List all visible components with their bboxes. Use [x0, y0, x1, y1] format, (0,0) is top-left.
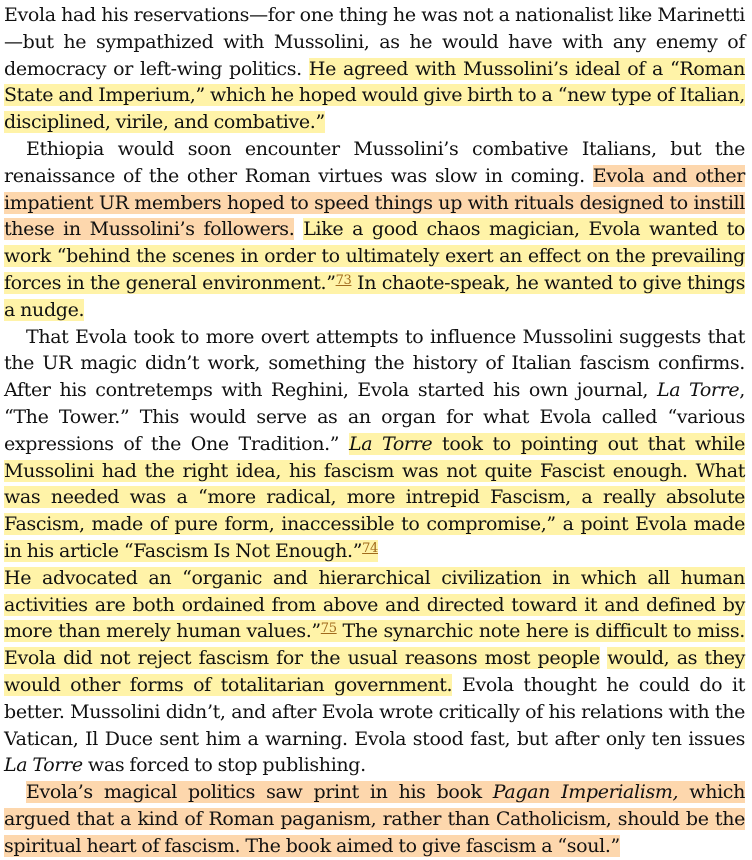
- footnote-link-75[interactable]: 75: [320, 621, 337, 637]
- journal-title: La Torre: [348, 432, 433, 455]
- paragraph-4-text: was forced to stop publishing.: [82, 754, 366, 777]
- highlight-orange: Evola and other impatient UR members hoped to speed things up with rituals designed to instill these in Mussolini’s followers.: [4, 164, 745, 241]
- paragraph-3-text: That Evola took to more overt attempts to influence Mussolini suggests that the UR magic didn’t work, something the history of Italian fascism confirms. After his contretemps with Reghini, Evola started his own journal,: [4, 325, 745, 402]
- highlight-orange: [4, 781, 745, 857]
- book-title: Pagan Imperialism,: [492, 781, 679, 804]
- paragraph-3: [4, 324, 745, 565]
- paragraph-4-text: Evola thought he could do it better. Mussolini didn’t, and after Evola wrote critically of his relations with the Vatican, Il Duce sent him a warning. Evola stood fast, but after only ten issues: [4, 673, 745, 750]
- paragraph-2-text: Ethiopia would soon encounter Mussolini’s combative Italians, but the renaissance of the other Roman virtues was slow in coming.: [4, 137, 745, 187]
- paragraph-3-text: , “The Tower.” This would serve as an organ for what Evola called “various expressions of the One Tradition.”: [4, 379, 745, 455]
- highlight-orange-text: which argued that a kind of Roman paganism, rather than Catholicism, should be the spiritual heart of fascism. The book aimed to give fascism a “soul.”: [4, 781, 745, 857]
- paragraph-4: [4, 565, 745, 779]
- highlight-orange-text: Evola’s magical politics saw print in his book: [26, 781, 493, 804]
- footnote-link-73[interactable]: 73: [335, 272, 352, 288]
- highlight-yellow-text: The synarchic note here is difficult to miss. Evola did not reject fascism for the usual reasons most people: [4, 620, 745, 670]
- paragraph-2-space: [294, 218, 303, 240]
- journal-title: La Torre: [4, 754, 83, 777]
- paragraph-5: [4, 779, 745, 859]
- paragraph-1-text: Evola had his reservations—for one thing he was not a nationalist like Marinetti—but he sympathized with Mussolini, as he would have with any enemy of democracy or left-wing politics.: [4, 4, 745, 80]
- highlight-yellow-text: Like a good chaos magician, Evola wanted to work “behind the scenes in order to ultimately exert an effect on the prevailing forces in the general environment.”: [4, 218, 745, 294]
- highlight-yellow: would, as they would other forms of totalitarian government.: [4, 647, 745, 696]
- footnote-link-74[interactable]: 74: [362, 540, 378, 556]
- highlight-yellow-text: He advocated an “organic and hierarchical civilization in which all human activities are both ordained from above and directed toward it and defined by more than merely human values.”: [4, 566, 745, 643]
- highlight-yellow-text: In chaote-speak, he wanted to give things a nudge.: [4, 271, 745, 321]
- highlight-yellow: He agreed with Mussolini’s ideal of a “Roman State and Imperium,” which he hoped would give birth to a “new type of Italian, disciplined, virile, and combative.”: [4, 57, 745, 134]
- highlight-yellow-text: took to pointing out that while Mussolini had the right idea, his fascism was not quite Fascist enough. What was needed was a “more radical, more intrepid Fascism, a really absolute Fascism, made of pure form, inaccessible to compromise,” a point Evola made in his article “Fascism Is Not Enough.”: [4, 432, 746, 562]
- paragraph-1: [4, 2, 745, 136]
- paragraph-2: [4, 136, 745, 324]
- journal-title: La Torre: [656, 379, 740, 402]
- book-page: [4, 2, 745, 860]
